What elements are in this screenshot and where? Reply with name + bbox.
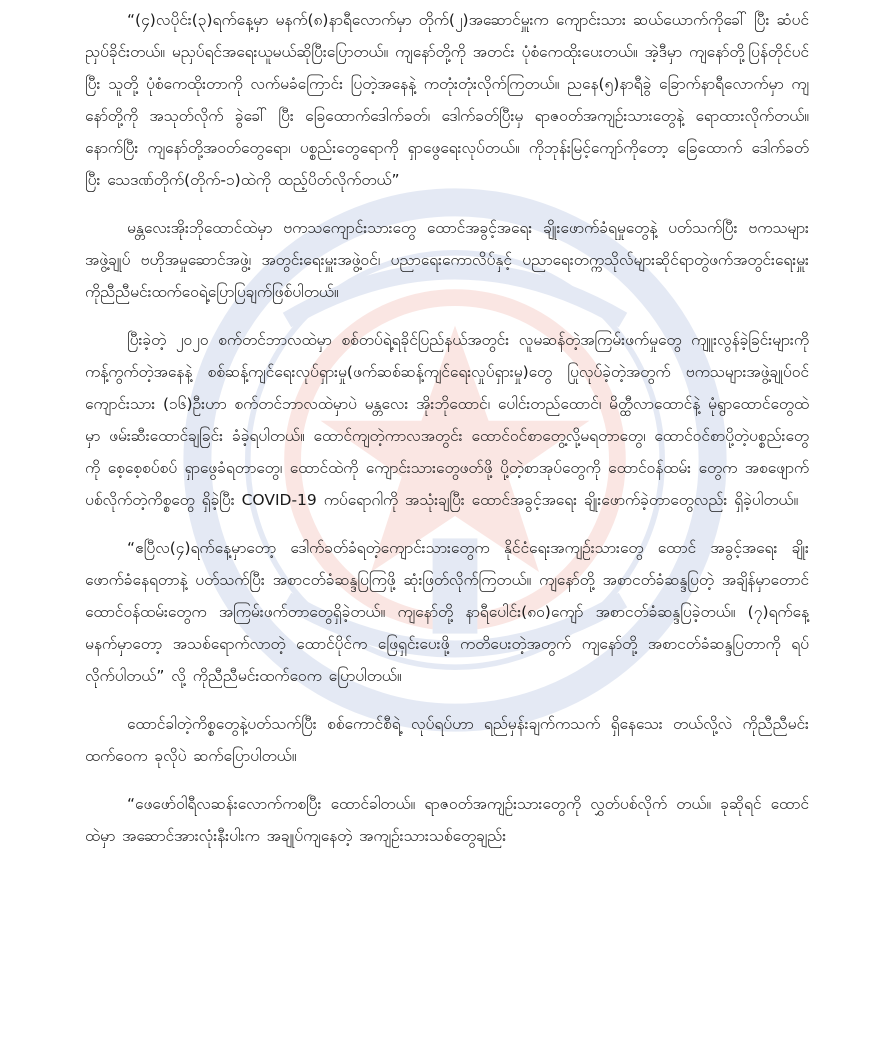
paragraph: ပြီးခဲ့တဲ့ ၂၀၂၀ စက်တင်ဘာလထဲမှာ စစ်တပ်ရဲ့ရခိုင်ပြည်နယ်အတွင်း လူမဆန်တဲ့အကြမ်းဖက်မှုတွေ ကျူးလွန်ခဲ့ခြင်းများကို ကန့်ကွက်တဲ့အနေနဲ့ စစ်ဆန့်ကျင်ရေးလုပ်ရှားမှု(ဖက်ဆစ်ဆန့်ကျင်ရေးလှုပ်ရှားမှု)တွေ ပြုလုပ်ခဲ့တဲ့အတွက် ဗကသများအဖွဲ့ချုပ်ဝင် ကျောင်းသား (၁၆)ဦးဟာ စက်တင်ဘာလထဲမှာပဲ မန္တလေး အိုးဘိုထောင်၊ ပေါင်းတည်ထောင်၊ မိတ္ထီလာထောင်နဲ့ မုံရွာထောင်တွေထဲမှာ ဖမ်းဆီးထောင်ချခြင်း ခံခဲ့ရပါတယ်။ ထောင်ကျတဲ့ကာလအတွင်း ထောင်ဝင်စာတွေ့လို့မရတာတွေ၊ ထောင်ဝင်စာပို့တဲ့ပစ္စည်းတွေကို စေ့စေ့စပ်စပ် ရှာဖွေခံရတာတွေ၊ ထောင်ထဲကို ကျောင်းသားတွေဖတ်ဖို့ ပို့တဲ့စာအုပ်တွေကို ထောင်ဝန်ထမ်း တွေက အစဖျောက်ပစ်လိုက်တဲ့ကိစ္စတွေ ရှိခဲ့ပြီး COVID-19 ကပ်ရောဂါကို အသုံးချပြီး ထောင်အခွင့်အရေး ချိုးဖောက်ခဲ့တာတွေလည်း ရှိခဲ့ပါတယ်။ (85, 331, 809, 509)
paragraph: ထောင်ခါတဲ့ကိစ္စတွေနဲ့ပတ်သက်ပြီး စစ်ကောင်စီရဲ့ လုပ်ရပ်ဟာ ရည်မှန်းချက်ကသက် ရှိနေသေး တယ်လို့လဲ ကိုညီညီမင်းထက်ဝေက ခုလိုပဲ ဆက်ပြောပါတယ်။ (85, 715, 809, 765)
article-body (85, 4, 809, 852)
paragraph: “ဖေဖော်ဝါရီလဆန်းလောက်ကစပြီး ထောင်ခါတယ်။ ရာဇဝတ်အကျဉ်းသားတွေကို လွှတ်ပစ်လိုက် တယ်။ ခုဆိုရင် ထောင်ထဲမှာ အဆောင်အားလုံးနီးပါးက အချုပ်ကျနေတဲ့ အကျဉ်းသားသစ်တွေချည်း (85, 795, 809, 845)
paragraph: “ဧပြီလ(၄)ရက်နေ့မှာတော့ ဒေါက်ခတ်ခံရတဲ့ကျောင်းသားတွေက နိုင်ငံရေးအကျဉ်းသားတွေ ထောင် အခွင့်အရေး ချိုးဖောက်ခံနေရတာနဲ့ ပတ်သက်ပြီး အစာငတ်ခံဆန္ဒပြကြဖို့ ဆုံးဖြတ်လိုက်ကြတယ်။ ကျနော်တို့ အစာငတ်ခံဆန္ဒပြတဲ့ အချိန်မှာတောင် ထောင်ဝန်ထမ်းတွေက အကြမ်းဖက်တာတွေရှိခဲ့တယ်။ ကျနော်တို့ နာရီပေါင်း(၈၀)ကျော် အစာငတ်ခံဆန္ဒပြခဲ့တယ်။ (၇)ရက်နေ့မနက်မှာတော့ အသစ်ရောက်လာတဲ့ ထောင်ပိုင်က ဖြေရှင်းပေးဖို့ ကတိပေးတဲ့အတွက် ကျနော်တို့ အစာငတ်ခံဆန္ဒပြတာကို ရပ်လိုက်ပါတယ်” လို့ ကိုညီညီမင်းထက်ဝေက ပြောပါတယ်။ (85, 539, 809, 685)
paragraph: မန္တလေးအိုးဘိုထောင်ထဲမှာ ဗကသကျောင်းသားတွေ ထောင်အခွင့်အရေး ချိုးဖောက်ခံရမှုတွေနဲ့ ပတ်သက်ပြီး ဗကသများအဖွဲ့ချုပ် ဗဟိုအမှုဆောင်အဖွဲ့၊ အတွင်းရေးမှူးအဖွဲ့ဝင်၊ ပညာရေးကောလိပ်နှင့် ပညာရေးတက္ကသိုလ်များဆိုင်ရာတွဲဖက်အတွင်းရေးမှူး ကိုညီညီမင်းထက်ဝေရဲ့ပြောပြချက်ဖြစ်ပါတယ်။ (85, 219, 809, 301)
paragraph: “(၄)လပိုင်း(၃)ရက်နေ့မှာ မနက်(၈)နာရီလောက်မှာ တိုက်(၂)အဆောင်မှူးက ကျောင်းသား ဆယ်ယောက်ကိုခေါ် ပြီး ဆံပင်ညှပ်ခိုင်းတယ်။ မညှပ်ရင်အရေးယူမယ်ဆိုပြီးပြောတယ်။ ကျနော်တို့ကို အတင်း ပုံစံကေထိုးပေးတယ်။ အဲ့ဒီမှာ ကျနော်တို့ပြန်တိုင်ပင်ပြီး သူတို့ ပုံစံကေထိုးတာကို လက်မခံကြောင်း ပြတဲ့အနေနဲ့ ကတုံးတုံးလိုက်ကြတယ်။ ညနေ(၅)နာရီခွဲ ခြောက်နာရီလောက်မှာ ကျနော်တို့ကို အသုတ်လိုက် ခွဲခေါ် ပြီး ခြေထောက်ဒေါက်ခတ်၊ ဒေါက်ခတ်ပြီးမှ ရာဇဝတ်အကျဉ်းသားတွေနဲ့ ရောထားလိုက်တယ်။ နောက်ပြီး ကျနော်တို့အဝတ်တွေရော၊ ပစ္စည်းတွေရောကို ရှာဖွေရေးလုပ်တယ်။ ကိုဘုန်းမြင့်ကျော်ကိုတော့ ခြေထောက် ဒေါက်ခတ်ပြီး သေဒဏ်တိုက်(တိုက်-၁)ထဲကို ထည့်ပိတ်လိုက်တယ်” (85, 11, 810, 189)
